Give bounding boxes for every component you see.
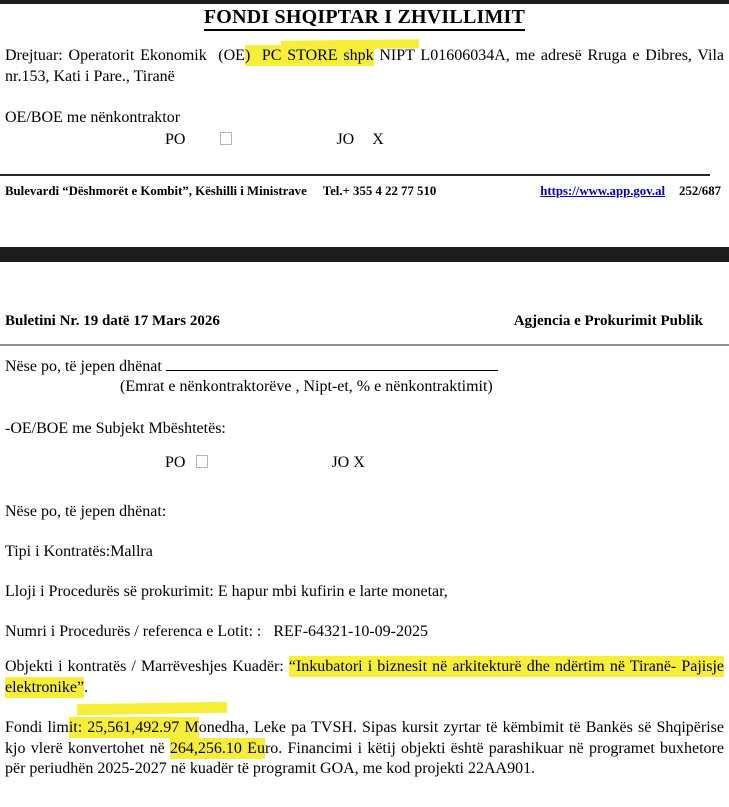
fund-limit-amount-highlight: it: 25,561,492.97 M bbox=[68, 719, 199, 736]
subcontractor-label: OE/BOE me nënkontraktor bbox=[5, 109, 181, 126]
supporting-subject-choice-row bbox=[5, 453, 365, 474]
addressee-text-pre: Drejtuar: Operatorit Ekonomik (OE bbox=[5, 47, 245, 64]
top-border-bar bbox=[0, 0, 729, 4]
procedure-reference: Numri i Procedurës / referenca e Lotit: : REF-64321-10-09-2025 bbox=[5, 623, 428, 640]
jo-label: JO bbox=[336, 131, 355, 148]
page-break-bar bbox=[0, 247, 729, 262]
supporting-subject-label: -OE/BOE me Subjekt Mbështetës: bbox=[5, 420, 226, 437]
fund-limit-paragraph bbox=[5, 718, 724, 780]
addressee-company-highlight: ) PC STORE shpk bbox=[244, 47, 374, 64]
jo-x-label: JO X bbox=[331, 454, 365, 471]
contract-type: Tipi i Kontratës:Mallra bbox=[5, 543, 153, 560]
footer-link[interactable]: https://www.app.gov.al bbox=[540, 184, 666, 198]
po-checkbox[interactable] bbox=[220, 132, 232, 145]
if-yes-data-label: Nëse po, të jepen dhënat bbox=[5, 358, 166, 375]
if-yes-data-label-2: Nëse po, të jepen dhënat: bbox=[5, 503, 167, 520]
footer-phone: Tel.+ 355 4 22 77 510 bbox=[322, 184, 437, 198]
bulletin-header bbox=[5, 313, 703, 330]
procedure-type: Lloji i Procedurës së prokurimit: E hapur mbi kufirin e larte monetar, bbox=[5, 583, 448, 600]
contract-object-label: Objekti i kontratës / Marrëveshjes Kuadër: bbox=[5, 658, 289, 675]
bulletin-title: Buletini Nr. 19 datë 17 Mars 2026 bbox=[5, 313, 220, 329]
jo-x-mark: X bbox=[372, 131, 384, 148]
footer-separator-line bbox=[0, 174, 710, 176]
page-footer bbox=[5, 184, 721, 199]
agency-title: Agjencia e Prokurimit Publik bbox=[513, 313, 703, 329]
addressee-paragraph bbox=[5, 46, 724, 87]
addressee-text-post: NIPT L01606034A, me adresë Rruga e Dibres, Vila nr.153, Kati i Pare., Tiranë bbox=[5, 47, 724, 85]
contract-object-paragraph bbox=[5, 657, 724, 698]
subcontractor-hint: (Emrat e nënkontraktorëve , Nipt-et, % e nënkontraktimit) bbox=[120, 378, 493, 395]
subcontractor-choice-row bbox=[5, 130, 384, 151]
footer-address: Bulevardi “Dëshmorët e Kombit”, Këshilli i Ministrave bbox=[5, 184, 307, 198]
contract-object-highlight: “Inkubatori i biznesit në arkitekturë dhe ndërtim në Tiranë- Pajisje elektronike” bbox=[5, 658, 725, 696]
document-title-wrap bbox=[0, 6, 729, 29]
contract-object-period: . bbox=[84, 678, 89, 696]
fund-limit-euro-highlight: 264,256.10 Eu bbox=[169, 739, 265, 757]
fund-limit-text: ro. Financimi i këtij objekti është parashikuar në programet buxhetore për periudhën 2025-2027 në kuadër të programit GOA, me kod projekti 22AA901. bbox=[5, 739, 724, 777]
if-yes-data-row bbox=[5, 356, 498, 378]
fund-limit-text: onedha, Leke pa TVSH. Sipas kursit zyrtar të këmbimit të Bankës së Shqipërise kjo vlerë konvertohet në bbox=[5, 719, 725, 757]
po-label: PO bbox=[165, 131, 186, 148]
fund-limit-text: Fondi lim bbox=[5, 719, 69, 736]
fill-in-blank-line bbox=[166, 356, 498, 371]
footer-page-number: 252/687 bbox=[679, 184, 721, 198]
po-checkbox[interactable] bbox=[196, 455, 208, 468]
highlighter-stroke bbox=[77, 702, 227, 716]
document-title: FONDI SHQIPTAR I ZHVILLIMIT bbox=[204, 6, 525, 31]
po-label: PO bbox=[165, 454, 186, 471]
header-separator-line bbox=[0, 344, 729, 346]
